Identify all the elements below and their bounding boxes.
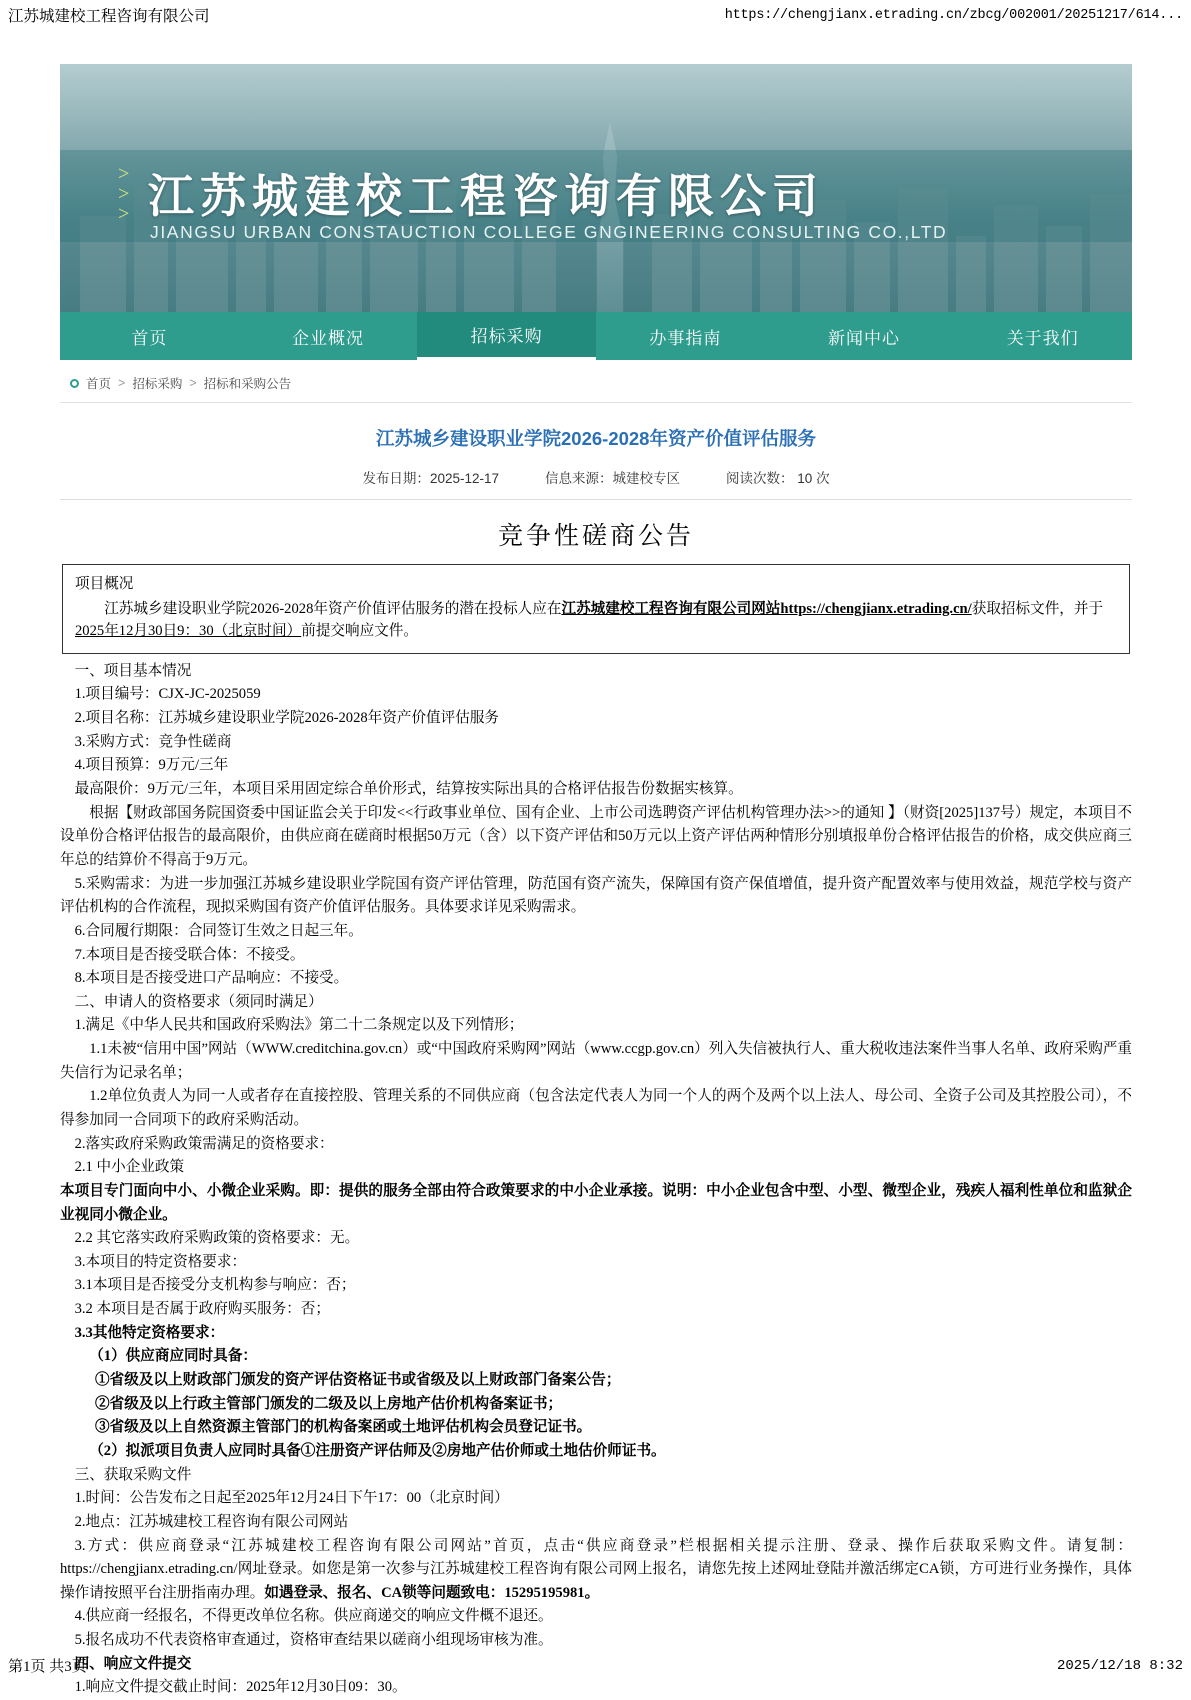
line-supplier-requirements: （1）供应商应同时具备： [89,1348,258,1365]
document-page [60,64,1132,1700]
line-qualification-3-2: 3.2 本项目是否属于政府购买服务：否； [74,1301,330,1318]
line-qualification-review-note: 5.报名成功不代表资格审查通过，资格审查结果以磋商小组现场审核为准。 [74,1632,553,1649]
meta-source-label: 信息来源： [545,471,613,486]
project-overview-label: 项目概况 [75,576,134,592]
line-qualification-1-1: 1.1未被“信用中国”网站（WWW.creditchina.gov.cn）或“中国政府采购网”网站（www.ccgp.gov.cn）列入失信被执行人、重大税收违法案件当事人名单、政府采购严重失信行为记录名单； [60,1041,1132,1081]
section-3-title: 三、获取采购文件 [74,1466,192,1483]
line-imported-products: 8.本项目是否接受进口产品响应：不接受。 [74,970,349,987]
section-2-title: 二、申请人的资格要求（须同时满足） [74,993,323,1010]
line-qualification-1: 1.满足《中华人民共和国政府采购法》第二十二条规定以及下列情形； [74,1017,524,1034]
print-footer [0,1655,1191,1676]
section-1-title: 一、项目基本情况 [74,662,192,679]
line-project-name: 2.项目名称：江苏城乡建设职业学院2026-2028年资产价值评估服务 [74,710,500,727]
line-document-method [60,1535,1132,1606]
line-qualification-2-1: 2.1 中小企业政策 [74,1159,185,1176]
line-document-method-text: 3.方式：供应商登录“江苏城建校工程咨询有限公司网站”首页，点击“供应商登录”栏根据相关提示注册、登录、操作后获取采购文件。请复制：https://chengjianx.etrading.cn/网址登录。如您是第一次参与江苏城建校工程咨询有限公司网上报名，请您先按上述网址登陆并激活绑定CA锁，方可进行业务操作，具体操作请按照平台注册指南办理。 [60,1537,1132,1601]
line-supplier-req-2: ②省级及以上行政主管部门颁发的二级及以上房地产估价机构备案证书； [95,1395,563,1412]
meta-read-count [726,467,830,487]
line-project-number: 1.项目编号：CJX-JC-2025059 [74,686,261,703]
line-qualification-1-2: 1.2单位负责人为同一人或者存在直接控股、管理关系的不同供应商（包含法定代表人为同一个人的两个及两个以上法人、母公司、全资子公司及其控股公司），不得参加同一合同项下的政府采购活动。 [60,1088,1132,1128]
line-document-location: 2.地点：江苏城建校工程咨询有限公司网站 [74,1513,349,1530]
meta-source-value: 城建校专区 [612,471,680,486]
line-project-leader-requirements: （2）拟派项目负责人应同时具备①注册资产评估师及②房地产估价师或土地估价师证书。 [89,1442,666,1459]
breadcrumb-level-3[interactable]: 招标和采购公告 [203,377,292,391]
overview-text-2: 获取招标文件，并于 [971,600,1104,617]
banner-company-name: 江苏城建校工程咨询有限公司 [148,170,824,222]
print-header-url: https://chengjianx.etrading.cn/zbcg/002001/20251217/614... [724,7,1183,23]
line-supplier-req-3: ③省级及以上自然资源主管部门的机构备案函或土地评估机构会员登记证书。 [95,1419,592,1436]
line-contract-period: 6.合同履行期限：合同签订生效之日起三年。 [74,922,363,939]
section-4-title: 四、响应文件提交 [74,1655,192,1672]
line-consortium: 7.本项目是否接受联合体：不接受。 [74,946,305,963]
line-max-price: 最高限价：9万元/三年，本项目采用固定综合单价形式，结算按实际出具的合格评估报告份数据实核算。 [74,781,743,798]
print-header [0,4,1191,26]
line-submission-deadline: 1.响应文件提交截止时间：2025年12月30日09：30。 [74,1679,407,1696]
meta-publish-date-value: 2025-12-17 [429,471,499,486]
nav-item-home[interactable]: 首页 [131,328,168,348]
print-footer-timestamp: 2025/12/18 8:32 [1056,1657,1183,1674]
line-procurement-method: 3.采购方式：竞争性磋商 [74,733,232,750]
overview-deadline: 2025年12月30日9：30（北京时间） [75,623,302,640]
banner-arrow-icon: > > > [118,163,130,225]
overview-website-link[interactable]: 江苏城建校工程咨询有限公司网站https://chengjianx.etrading.cn/ [561,600,972,617]
page-title: 江苏城乡建设职业学院2026-2028年资产价值评估服务 [376,428,816,449]
nav-item-about-us[interactable]: 关于我们 [1006,328,1079,348]
meta-publish-date [362,467,499,487]
document-heading: 竞争性磋商公告 [497,523,694,550]
line-qualification-3-3: 3.3其他特定资格要求： [74,1324,225,1341]
line-qualification-3-1: 3.1本项目是否接受分支机构参与响应：否； [74,1277,356,1294]
meta-source [545,467,680,487]
project-overview-box [62,564,1130,654]
main-nav [60,312,1132,360]
line-policy-basis: 根据【财政部国务院国资委中国证监会关于印发<<行政事业单位、国有企业、上市公司选聘资产评估机构管理办法>>的通知 】（财资[2025]137号）规定，本项目不设单份合格评估报告的最高限价，由供应商在磋商时根据50万元（含）以下资产评估和50万元以上资产评估两种情形分别填报单份合格评估报告的价格，成交供应商三年总的结算价不得高于9万元。 [60,804,1132,868]
line-sme-policy: 本项目专门面向中小、小微企业采购。即：提供的服务全部由符合政策要求的中小企业承接。说明：中小企业包含中型、小型、微型企业，残疾人福利性单位和监狱企业视同小微企业。 [60,1182,1132,1223]
print-header-title: 江苏城建校工程咨询有限公司 [8,8,210,25]
article-meta [60,467,1132,500]
breadcrumb [60,360,1132,403]
meta-publish-date-label: 发布日期： [362,471,430,486]
line-supplier-req-1: ①省级及以上财政部门颁发的资产评估资格证书或省级及以上财政部门备案公告； [95,1372,621,1389]
document-body [60,660,1132,1700]
line-document-time: 1.时间：公告发布之日起至2025年12月24日下午17：00（北京时间） [74,1490,509,1507]
breadcrumb-separator-2: > [189,376,197,390]
breadcrumb-level-2[interactable]: 招标采购 [132,377,183,391]
site-banner [60,64,1132,312]
print-footer-page: 第1页 共3页 [8,1659,87,1675]
line-qualification-2: 2.落实政府采购政策需满足的资格要求： [74,1135,334,1152]
nav-item-company-profile[interactable]: 企业概况 [292,328,364,348]
line-qualification-3: 3.本项目的特定资格要求： [74,1253,247,1270]
line-qualification-2-2: 2.2 其它落实政府采购政策的资格要求：无。 [74,1230,360,1247]
line-project-budget: 4.项目预算：9万元/三年 [74,757,229,774]
banner-company-name-en: JIANGSU URBAN CONSTAUCTION COLLEGE GNGINEERING CONSULTING CO.,LTD [150,222,948,242]
nav-item-news-center[interactable]: 新闻中心 [828,328,901,348]
breadcrumb-separator-1: > [118,376,126,390]
breadcrumb-home[interactable]: 首页 [86,377,112,391]
overview-text-3: 前提交响应文件。 [301,623,418,640]
line-registration-note: 4.供应商一经报名，不得更改单位名称。供应商递交的响应文件概不退还。 [74,1608,553,1625]
meta-read-count-label: 阅读次数： [726,471,794,486]
nav-item-guide[interactable]: 办事指南 [649,328,722,348]
line-procurement-demand: 5.采购需求：为进一步加强江苏城乡建设职业学院国有资产评估管理，防范国有资产流失，保障国有资产保值增值，提升资产配置效率与使用效益，规范学校与资产评估机构的合作流程，现拟采购国有资产价值评估服务。具体要求详见采购需求。 [60,875,1132,916]
overview-text-1: 江苏城乡建设职业学院2026-2028年资产价值评估服务的潜在投标人应在 [104,600,562,617]
project-overview-text [75,598,1117,643]
nav-item-bidding-procurement[interactable]: 招标采购 [417,312,596,360]
line-document-method-hotline: 如遇登录、报名、CA锁等问题致电：15295195981。 [264,1584,600,1601]
breadcrumb-dot-icon [70,379,79,388]
meta-read-count-value: 10 [797,471,813,486]
meta-read-count-unit: 次 [816,471,830,486]
